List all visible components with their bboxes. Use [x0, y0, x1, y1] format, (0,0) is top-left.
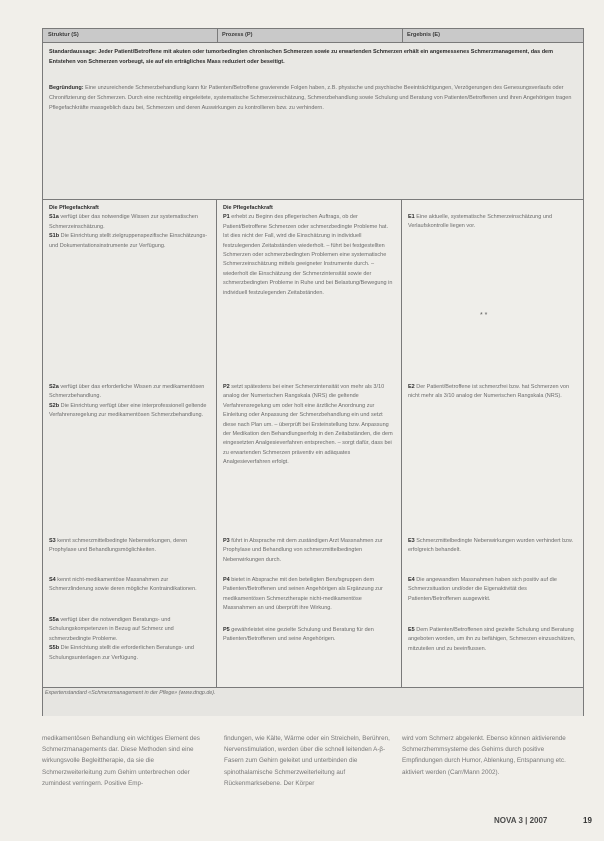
criterion-code: E4	[408, 577, 415, 583]
criterion-p1	[223, 204, 395, 298]
criterion-code: S2b	[49, 402, 60, 409]
criterion-text: führt in Absprache mit dem zuständigen Arzt Massnahmen zur Prophylaxe und Behandlung von schmerzmittelbedingten Nebenwirkungen durch.	[223, 538, 383, 563]
justification	[49, 83, 577, 113]
criterion-text: Die Einrichtung stellt zielgruppenspezifische Einschätzungs- und Dokumentationsinstrumente zur Verfügung.	[49, 233, 208, 249]
criterion-s2	[49, 383, 210, 421]
column-prozess	[217, 200, 402, 687]
criterion-text: kennt schmerzmittelbedingte Nebenwirkungen, deren Prophylaxe und Behandlungsmöglichkeiten.	[49, 538, 188, 554]
divider	[402, 29, 403, 42]
criterion-text: kennt nicht-medikamentöse Massnahmen zur Schmerzlinderung sowie deren mögliche Kontraindikationen.	[49, 577, 197, 593]
criterion-text: verfügt über die notwendigen Beratungs- und Schulungskompetenzen in Bezug auf Schmerz und schmerzbedingte Probleme.	[49, 617, 174, 642]
criterion-code: S5a	[49, 617, 59, 623]
criterion-code: S5b	[49, 645, 60, 652]
criterion-code: E5	[408, 627, 415, 633]
criterion-s5	[49, 616, 210, 663]
standard-table	[42, 28, 584, 716]
criterion-s3	[49, 537, 210, 556]
criterion-e4	[408, 576, 577, 604]
criterion-e2	[408, 383, 577, 402]
source-note-text: Expertenstandard «Schmerzmanagement in der Pflege» (www.dnqp.de).	[45, 690, 216, 696]
criterion-code: P4	[223, 577, 230, 583]
criterion-p2	[223, 383, 395, 468]
column-title: Die Pflegefachkraft	[223, 205, 273, 211]
criterion-text: Eine aktuelle, systematische Schmerzeinschätzung und Verlaufskontrolle liegen vor.	[408, 214, 553, 230]
criterion-text: Die Einrichtung verfügt über eine interprofessionell geltende Verfahrensregelung zur medikamentösen Schmerzbehandlung.	[49, 402, 207, 419]
standard-statement: Standardaussage: Jeder Patient/Betroffene mit akuten oder tumorbedingten chronischen Schmerzen sowie zu erwartenden Schmerzen erhält ein angemessenes Schmerzmanagement, das dem Entstehen von Schmerzen vorbeugt, sie auf ein erträgliches Mass reduziert oder beseitigt.	[49, 49, 554, 65]
table-source-note	[43, 687, 583, 716]
criterion-p5	[223, 626, 395, 645]
justification-text: Eine unzureichende Schmerzbehandlung kann für Patienten/Betroffene gravierende Folgen haben, z.B. physische und psychische Beeinträchtigungen, Verzögerungen des Genesungsverlaufs oder Chronifizierung der Schmerzen. Durch eine rechtzeitig eingeleitete, systematische Schmerzeinschätzung, Schmerzbehandlung sowie Schulung und Beratung von Patienten/Betroffenen und ihren Angehörigen tragen Pflegefachkräfte massgeblich dazu bei, Schmerzen und deren Auswirkungen zu kontrollieren bzw. zu verhindern.	[49, 85, 572, 111]
criterion-code: P1	[223, 214, 230, 221]
criterion-code: S1b	[49, 233, 60, 240]
criterion-text: Schmerzmittelbedingte Nebenwirkungen wurden verhindert bzw. erfolgreich behandelt.	[408, 538, 574, 554]
criterion-text: Dem Patienten/Betroffenen sind gezielte Schulung und Beratung angeboten worden, um ihn zu befähigen, Schmerzen einzuschätzen, mitzuteilen und zu beeinflussen.	[408, 627, 576, 652]
criterion-code: P2	[223, 384, 230, 390]
column-ergebnis	[402, 200, 583, 687]
criterion-text: setzt spätestens bei einer Schmerzintensität von mehr als 3/10 analog der Numerischen Rangskala (NRS) die geltende Verfahrensregelung um oder holt eine ärztliche Anordnung zur Einleitung oder Anpassung der Schmerzbehandlung ein und setzt diese nach Plan um. – überprüft bei Ersteinstellung bzw. Anpassung der Medikation den Behandlungserfolg in den Zeitabständen, die dem eingesetzten Analgesieverfahren entsprechen. – sorgt dafür, dass bei zu erwartenden Schmerzen präventiv ein adäquates Analgesieverfahren erfolgt.	[223, 384, 393, 466]
criterion-text: verfügt über das notwendige Wissen zur systematischen Schmerzeinschätzung.	[49, 214, 198, 230]
criterion-text: bietet in Absprache mit den beteiligten Berufsgruppen dem Patienten/Betroffenen und seinen Angehörigen als Ergänzung zur medikamentösen Schmerztherapie nicht-medikamentöse Massnahmen an und überprüft ihre Wirkung.	[223, 577, 383, 612]
criteria-columns	[43, 200, 583, 687]
column-title: Die Pflegefachkraft	[49, 205, 99, 211]
justification-label: Begründung:	[49, 85, 84, 91]
criterion-text: Die Einrichtung stellt die erforderlichen Beratungs- und Schulungsunterlagen zur Verfügung.	[49, 645, 194, 661]
criterion-code: E1	[408, 214, 415, 220]
standard-intro	[43, 43, 583, 200]
criterion-s1	[49, 204, 210, 251]
header-prozess: Prozess (P)	[222, 32, 253, 38]
criterion-code: P3	[223, 538, 230, 544]
criterion-text: Der Patient/Betroffene ist schmerzfrei bzw. hat Schmerzen von nicht mehr als 3/10 analog der Numerischen Rangskala (NRS).	[408, 384, 570, 400]
criterion-code: P5	[223, 627, 230, 633]
criterion-code: S2a	[49, 384, 59, 390]
criterion-e3	[408, 537, 577, 556]
body-column-3: wird vom Schmerz abgelenkt. Ebenso können aktivierende Schmerzhemmsysteme des Gehirns durch positive Empfindungen durch Humor, Ablenkung, Entspannung etc. aktiviert werden (Carr/Mann 2002).	[402, 735, 566, 776]
page-number: 19	[583, 816, 592, 825]
criterion-code: E3	[408, 538, 415, 544]
body-column-2: findungen, wie Kälte, Wärme oder ein Streicheln, Berühren, Nervenstimulation, werden über die schnell leitenden A-β-Fasern zum Gehirn geleitet und unterbinden die spinothalamische Schmerzweiterleitung auf Rückenmarksebene. Der Körper	[224, 735, 390, 787]
asterisk-mark: * *	[480, 312, 488, 319]
criterion-s4	[49, 576, 210, 595]
criterion-code: S3	[49, 538, 56, 544]
divider	[217, 29, 218, 42]
criterion-e5	[408, 626, 577, 654]
journal-folio: NOVA 3 | 2007	[494, 816, 548, 825]
criterion-code: S1a	[49, 214, 59, 221]
table-header	[43, 29, 583, 43]
criterion-text: gewährleistet eine gezielte Schulung und Beratung für den Patienten/Betroffenen und seine Angehörigen.	[223, 627, 374, 643]
criterion-e1	[408, 213, 577, 232]
criterion-text: Die angewandten Massnahmen haben sich positiv auf die Schmerzsituation und/oder die Eigenaktivität des Patienten/Betroffenen ausgewirkt.	[408, 577, 557, 602]
criterion-text: verfügt über das erforderliche Wissen zur medikamentösen Schmerzbehandlung.	[49, 384, 205, 400]
criterion-code: E2	[408, 384, 415, 390]
body-column-1: medikamentösen Behandlung ein wichtiges Element des Schmerzmanagements dar. Diese Methoden sind eine wirkungsvolle Begleittherapie, da sie die Schmerzweiterleitung zum Gehirn unterbrechen oder zumindest verringern. Positive Emp-	[42, 735, 200, 787]
criterion-text: erhebt zu Beginn des pflegerischen Auftrags, ob der Patient/Betroffene Schmerzen oder schmerzbedingte Probleme hat. Ist dies nicht der Fall, wird die Einschätzung in individuell festzulegenden Zeitabständen wiederholt. – führt bei festgestellten Schmerzen oder schmerzbedingten Problemen eine systematische Schmerzeinschätzung mittels geeigneter Instrumente durch. – wiederholt die Einschätzung der Schmerzintensität sowie der schmerzbedingten Probleme in Ruhe und bei Belastung/Bewegung in individuell festzulegenden Zeitabständen.	[223, 214, 393, 296]
header-struktur: Struktur (S)	[48, 32, 79, 38]
criterion-p4	[223, 576, 395, 614]
criterion-p3	[223, 537, 395, 565]
criterion-code: S4	[49, 577, 56, 583]
header-ergebnis: Ergebnis (E)	[407, 32, 440, 38]
column-struktur	[43, 200, 217, 687]
